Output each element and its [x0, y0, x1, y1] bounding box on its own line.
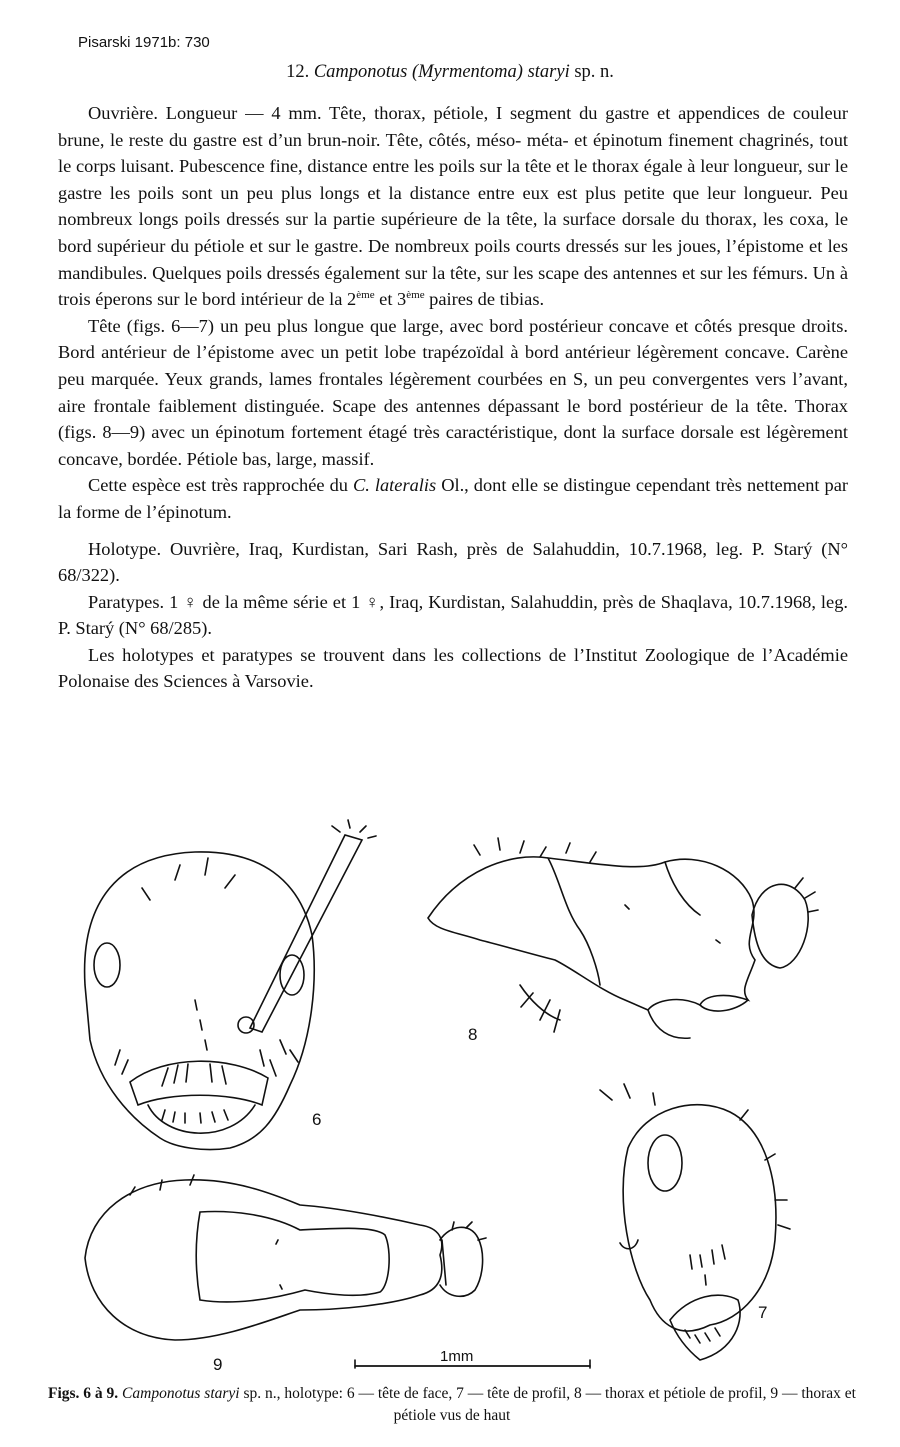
page-reference: Pisarski 1971b: 730 — [78, 34, 210, 51]
fig9-thorax-dorsal-drawing — [85, 1175, 486, 1340]
caption-text: sp. n., holotype: 6 — tête de face, 7 — tête de profil, 8 — thorax et pétiole de profil, 9 — thorax et pétiole vus de haut — [239, 1385, 856, 1424]
comparison-paragraph: Cette espèce est très rapprochée du C. lateralis Ol., dont elle se distingue cependant très nettement par la forme de l’épinotum. — [58, 475, 848, 522]
species-status: sp. n. — [574, 62, 614, 82]
caption-lead: Figs. 6 à 9. — [47, 1385, 119, 1402]
species-heading — [0, 62, 900, 83]
figure-plate — [0, 800, 900, 1390]
description-body — [58, 100, 848, 695]
paratypes-paragraph: Paratypes. 1 ♀ de la même série et 1 ♀, Iraq, Kurdistan, Salahuddin, près de Shaqlava, 10.7.1968, leg. P. Starý (N° 68/285). — [58, 591, 848, 639]
deposition-paragraph: Les holotypes et paratypes se trouvent dans les collections de l’Institut Zoologique de l’Académie Polonaise des Sciences à Varsovie. — [58, 644, 848, 692]
subgenus-name: (Myrmentoma) — [411, 62, 523, 82]
figure-caption — [32, 1383, 872, 1427]
caption-species: Camponotus staryi — [122, 1385, 240, 1402]
genus-name: Camponotus — [313, 62, 408, 82]
fig6-number-label: 6 — [312, 1110, 322, 1129]
species-number: 12. — [286, 62, 310, 82]
figure-drawings — [0, 800, 900, 1390]
scale-bar-label: 1mm — [440, 1348, 474, 1365]
fig9-number-label: 9 — [213, 1355, 223, 1374]
head-thorax-paragraph: Tête (figs. 6—7) un peu plus longue que large, avec bord postérieur concave et côtés presque droits. Bord antérieur de l’épistome avec un petit lobe trapézoïdal à bord antérieur légèrement concave. Carène peu marquée. Yeux grands, lames frontales légèrement courbées en S, un peu convergentes vers l’avant, aire frontale faiblement distinguée. Scape des antennes dépassant le bord postérieur de la tête. Thorax (figs. 8—9) avec un épinotum fortement étagé très caractéristique, dont la surface dorsale est légèrement concave, bordée. Pétiole bas, large, massif. — [58, 315, 848, 469]
fig8-thorax-profile-drawing — [428, 838, 818, 1038]
holotype-paragraph: Holotype. Ouvrière, Iraq, Kurdistan, Sari Rash, près de Salahuddin, 10.7.1968, leg. P. Starý (N° 68/322). — [58, 538, 848, 586]
fig8-number-label: 8 — [468, 1025, 478, 1044]
species-epithet: staryi — [527, 62, 570, 82]
fig6-head-frontal-drawing — [85, 820, 376, 1150]
fig7-number-label: 7 — [758, 1303, 768, 1322]
worker-description-paragraph: Ouvrière. Longueur — 4 mm. Tête, thorax, pétiole, I segment du gastre et appendices de couleur brune, le reste du gastre est d’un brun-noir. Tête, côtés, méso- méta- et épinotum finement chagrinés, tout le corps luisant. Pubescence fine, distance entre les poils sur la tête et le thorax égale à leur longueur, sur le gastre les poils sont un peu plus longs et la distance entre eux est plus petite que leur longueur. Peu nombreux longs poils dressés sur la partie supérieure de la tête, la surface dorsale du thorax, les coxa, le bord supérieur du pétiole et sur le gastre. De nombreux poils courts dressés sur les joues, l’épistome et les mandibules. Quelques poils dressés également sur la tête, sur les scape des antennes et sur les fémurs. Un à trois éperons sur le bord intérieur de la 2ème et 3ème paires de tibias. — [58, 103, 848, 310]
